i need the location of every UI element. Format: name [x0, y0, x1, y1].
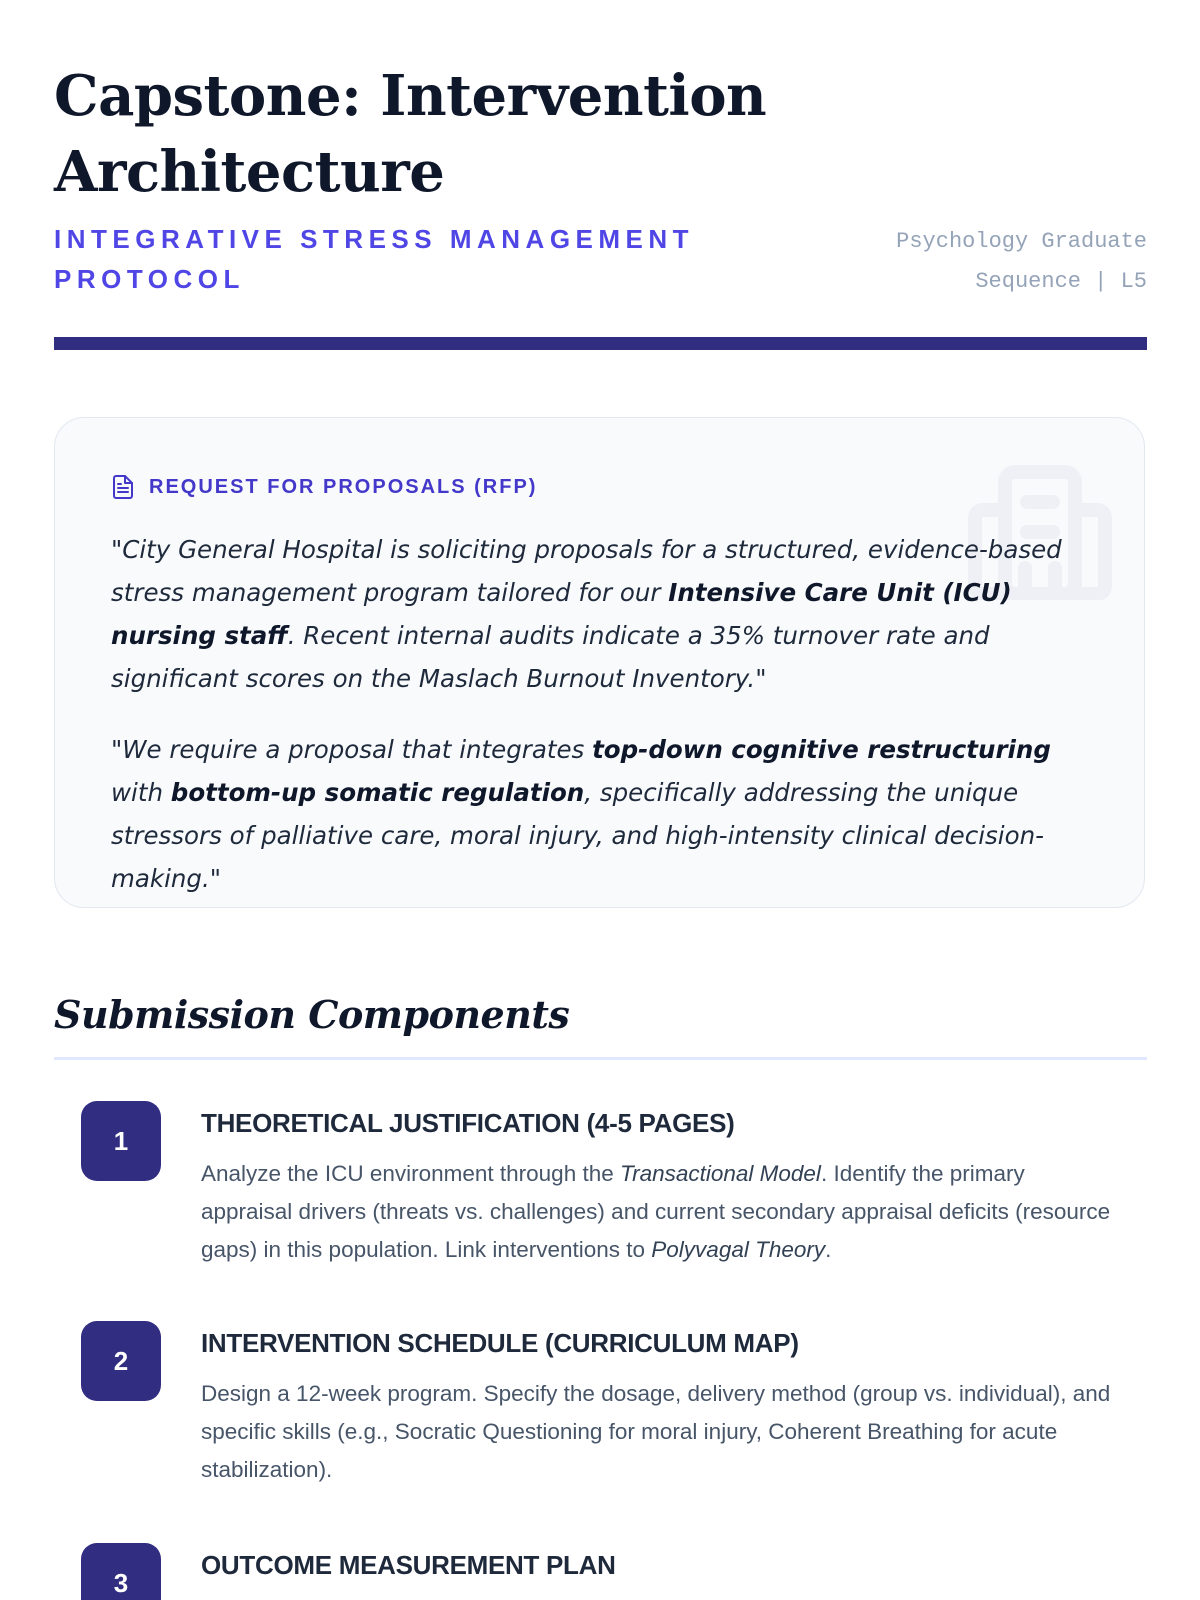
rfp-quote-1-text-b: . Recent internal audits indicate a 35% turnover rate and significant scores on the Maslach Burnout Inventory." [111, 621, 990, 693]
rfp-quote-1-text-a: "City General Hospital is soliciting proposals for a structured, evidence-based stress management program tailored for our [111, 535, 1062, 607]
page-title-line2: Architecture [54, 139, 445, 205]
component-number-badge: 2 [81, 1321, 161, 1401]
rfp-card [54, 417, 1145, 908]
component-description [201, 1155, 1121, 1269]
rfp-quote-1 [111, 528, 1091, 700]
rfp-quote-2-emphasis-2: bottom-up somatic regulation [170, 778, 585, 807]
component-number-badge: 1 [81, 1101, 161, 1181]
rfp-quote-1-emphasis: Intensive Care Unit (ICU) nursing staff [111, 578, 1012, 650]
component-number-badge: 3 [81, 1543, 161, 1600]
rfp-quote-2-text-b: with [111, 778, 171, 807]
component-description-text-b: . Identify the primary appraisal drivers (threats vs. challenges) and current secondary appraisal deficits (resource gaps) in this population. Link interventions to [201, 1161, 1111, 1262]
page-subtitle-line2: PROTOCOL [54, 264, 245, 294]
component-description-em-1: Transactional Model [620, 1161, 821, 1186]
document-icon [111, 474, 135, 500]
component-description-text-c: . [825, 1237, 832, 1262]
section-title-submission: Submission Components [54, 992, 570, 1037]
component-description: Design a 12-week program. Specify the dosage, delivery method (group vs. individual), and specific skills (e.g., Socratic Questioning for moral injury, Coherent Breathing for acute stabilization). [201, 1381, 1111, 1482]
rfp-quote-2-emphasis-1: top-down cognitive restructuring [592, 735, 1051, 764]
course-meta-line1: Psychology Graduate [896, 229, 1147, 254]
page-title-line1: Capstone: Intervention [54, 63, 767, 129]
rfp-quote-2 [111, 728, 1091, 900]
rfp-quote-2-text-c: , specifically addressing the unique stressors of palliative care, moral injury, and high-intensity clinical decision-making." [111, 778, 1044, 893]
section-divider [54, 1057, 1147, 1060]
component-description-text-a: Analyze the ICU environment through the [201, 1161, 620, 1186]
rfp-label-text: REQUEST FOR PROPOSALS (RFP) [149, 475, 538, 498]
course-meta-line2: Sequence | L5 [975, 269, 1147, 294]
page-subtitle-line1: INTEGRATIVE STRESS MANAGEMENT [54, 224, 695, 254]
page-title [54, 58, 774, 210]
component-description-em-2: Polyvagal Theory [651, 1237, 826, 1262]
rfp-quote-2-text-a: "We require a proposal that integrates [111, 735, 593, 764]
course-meta [827, 222, 1147, 302]
component-title: THEORETICAL JUSTIFICATION (4-5 PAGES) [201, 1108, 735, 1138]
header-divider [54, 337, 1147, 350]
rfp-label [111, 472, 537, 502]
page-subtitle [54, 219, 754, 299]
component-title: OUTCOME MEASUREMENT PLAN [201, 1550, 616, 1580]
component-title: INTERVENTION SCHEDULE (CURRICULUM MAP) [201, 1328, 799, 1358]
document-page [54, 0, 1147, 1600]
